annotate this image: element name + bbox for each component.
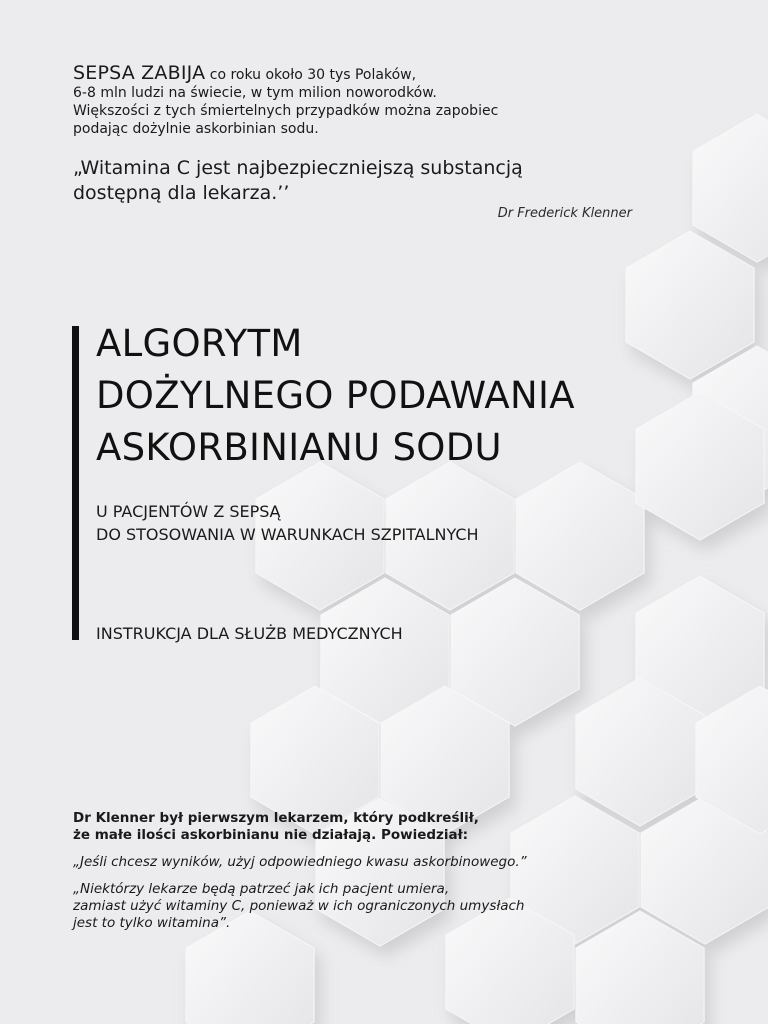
quote2-line-3: jest to tylko witamina”. <box>73 915 231 931</box>
title-line-1: ALGORYTM <box>96 322 303 365</box>
intro-line-4: podając dożylnie askorbinian sodu. <box>73 121 319 137</box>
bottom-bold-statement <box>73 810 593 844</box>
intro-lead: SEPSA ZABIJA <box>73 62 206 84</box>
instruction-label: INSTRUKCJA DLA SŁUŻB MEDYCZNYCH <box>96 624 403 643</box>
intro-paragraph <box>73 64 573 138</box>
quote-line-2: dostępną dla lekarza.’’ <box>73 182 290 204</box>
quote-author: Dr Frederick Klenner <box>497 206 632 221</box>
bottom-text <box>73 810 593 932</box>
title-accent-bar <box>72 326 79 640</box>
title-line-3: ASKORBINIANU SODU <box>96 426 502 469</box>
page-subtitle <box>96 500 479 546</box>
bottom-quote-1 <box>73 854 593 871</box>
quote-line-1: „Witamina C jest najbezpieczniejszą substancją <box>73 157 523 179</box>
quote2-line-2: zamiast użyć witaminy C, ponieważ w ich ograniczonych umysłach <box>73 898 525 914</box>
intro-line-1 <box>73 64 573 84</box>
subtitle-line-1: U PACJENTÓW Z SEPSĄ <box>96 502 281 521</box>
bold-line-1: Dr Klenner był pierwszym lekarzem, który podkreślił, <box>73 810 479 826</box>
page-title <box>96 318 736 474</box>
klenner-quote <box>73 156 593 206</box>
quote1-line: „Jeśli chcesz wyników, użyj odpowiedniego kwasu askorbinowego.” <box>73 854 527 870</box>
title-line-2: DOŻYLNEGO PODAWANIA <box>96 374 575 417</box>
bold-line-2: że małe ilości askorbinianu nie działają. Powiedział: <box>73 827 469 843</box>
intro-line-3: Większości z tych śmiertelnych przypadków można zapobiec <box>73 103 499 119</box>
subtitle-line-2: DO STOSOWANIA W WARUNKACH SZPITALNYCH <box>96 525 479 544</box>
intro-line-2: 6-8 mln ludzi na świecie, w tym milion noworodków. <box>73 85 437 101</box>
bottom-quote-2 <box>73 881 593 932</box>
quote2-line-1: „Niektórzy lekarze będą patrzeć jak ich pacjent umiera, <box>73 881 450 897</box>
intro-lead-rest: co roku około 30 tys Polaków, <box>205 67 417 83</box>
